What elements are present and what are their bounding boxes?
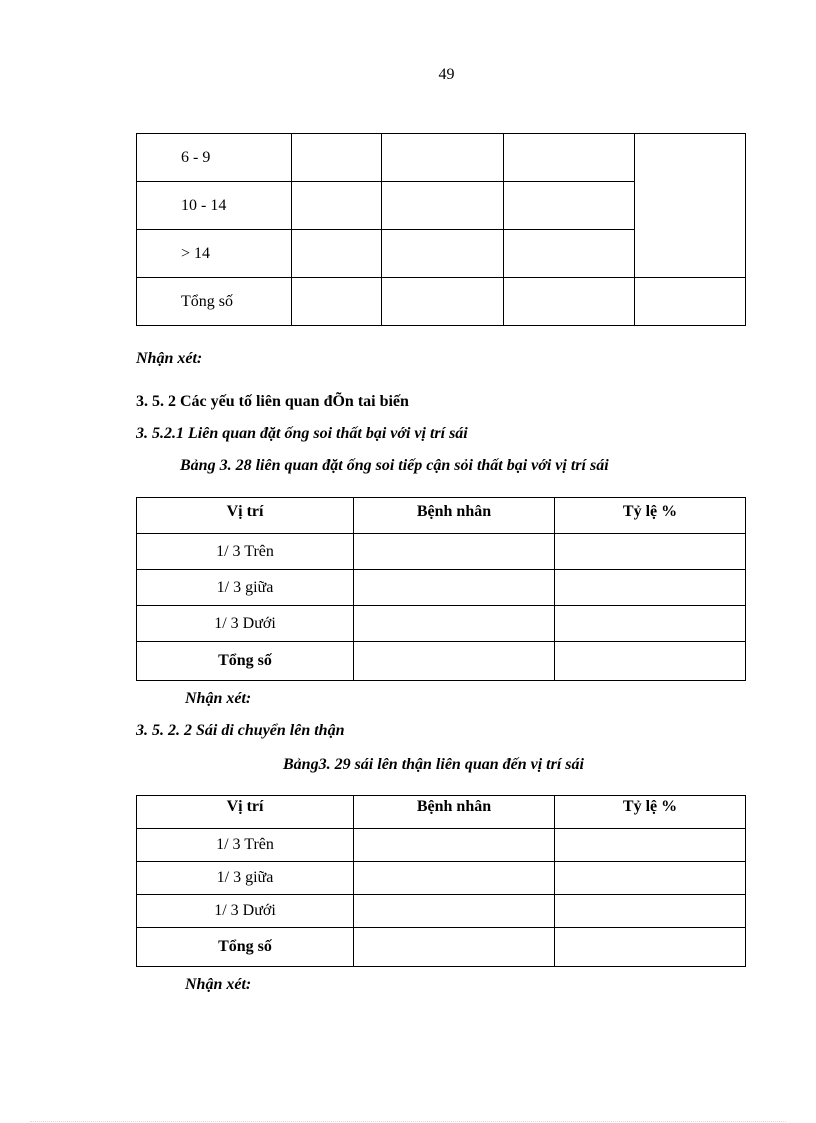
table-header-row [137, 796, 746, 829]
subsection-heading: 3. 5. 2. 2 Sái di chuyển lên thận [136, 722, 345, 739]
column-header: Tỷ lệ % [555, 498, 746, 534]
row-label: 1/ 3 giữa [137, 862, 354, 895]
page-bottom-border [30, 1121, 786, 1122]
row-label: 1/ 3 Trên [137, 829, 354, 862]
section-heading: 3. 5. 2 Các yếu tố liên quan đÕn tai biến [136, 393, 409, 410]
continued-table [136, 133, 746, 326]
table-row [137, 570, 746, 606]
table-row [137, 278, 746, 326]
table-row [137, 642, 746, 681]
subsection-heading: 3. 5.2.1 Liên quan đặt ống soi thất bại với vị trí sái [136, 425, 468, 442]
column-header: Vị trí [137, 498, 354, 534]
column-header: Bệnh nhân [354, 796, 555, 829]
row-label: 1/ 3 Dưới [137, 606, 354, 642]
table-row [137, 928, 746, 967]
row-label: 1/ 3 Trên [137, 534, 354, 570]
row-label: Tổng số [137, 278, 292, 326]
note-label: Nhận xét: [136, 350, 203, 367]
table-row [137, 606, 746, 642]
table-row [137, 134, 746, 182]
table-caption: Bảng 3. 28 liên quan đặt ống soi tiếp cận sỏi thất bại với vị trí sái [180, 457, 609, 474]
table-3-29 [136, 795, 746, 967]
page-number: 49 [438, 66, 455, 83]
table-3-28 [136, 497, 746, 681]
row-label: 10 - 14 [137, 182, 292, 230]
note-label: Nhận xét: [185, 690, 252, 707]
row-label: 6 - 9 [137, 134, 292, 182]
column-header: Bệnh nhân [354, 498, 555, 534]
row-label: > 14 [137, 230, 292, 278]
table-row [137, 534, 746, 570]
column-header: Tỷ lệ % [555, 796, 746, 829]
table-row [137, 829, 746, 862]
row-label: Tổng số [137, 642, 354, 681]
note-label: Nhận xét: [185, 976, 252, 993]
row-label: 1/ 3 giữa [137, 570, 354, 606]
table-row [137, 862, 746, 895]
table-caption: Bảng3. 29 sái lên thận liên quan đến vị trí sái [283, 756, 584, 773]
table-row [137, 895, 746, 928]
row-label: 1/ 3 Dưới [137, 895, 354, 928]
table-header-row [137, 498, 746, 534]
row-label: Tổng số [137, 928, 354, 967]
column-header: Vị trí [137, 796, 354, 829]
